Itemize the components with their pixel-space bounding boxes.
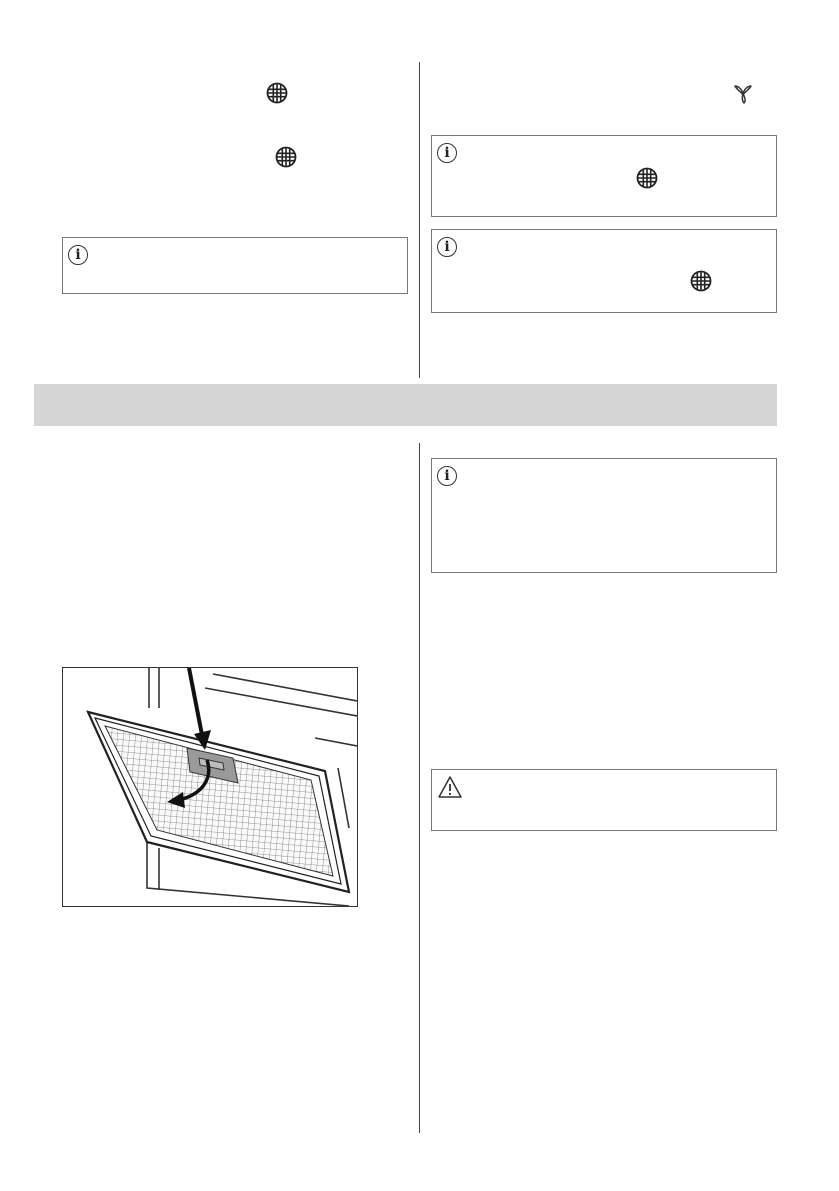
filter-grid-icon	[266, 82, 288, 104]
info-icon: i	[437, 143, 457, 163]
bottom-right-warning-note	[431, 769, 777, 831]
section-heading-bar	[34, 384, 777, 426]
fan-icon	[732, 83, 754, 105]
top-left-info-note	[62, 237, 408, 294]
top-column-divider	[419, 62, 420, 378]
bottom-column-divider	[419, 443, 420, 1133]
info-icon: i	[437, 237, 457, 257]
filter-grid-icon	[690, 270, 712, 292]
filter-removal-drawing	[63, 668, 357, 906]
filter-illustration	[62, 667, 358, 907]
info-icon: i	[437, 466, 457, 486]
info-icon: i	[68, 245, 88, 265]
filter-grid-icon	[275, 146, 297, 168]
top-right-info-note-1	[431, 135, 777, 217]
warning-triangle-icon	[437, 775, 463, 799]
top-right-info-note-2	[431, 229, 777, 313]
bottom-right-info-note	[431, 458, 777, 573]
filter-grid-icon	[636, 167, 658, 189]
